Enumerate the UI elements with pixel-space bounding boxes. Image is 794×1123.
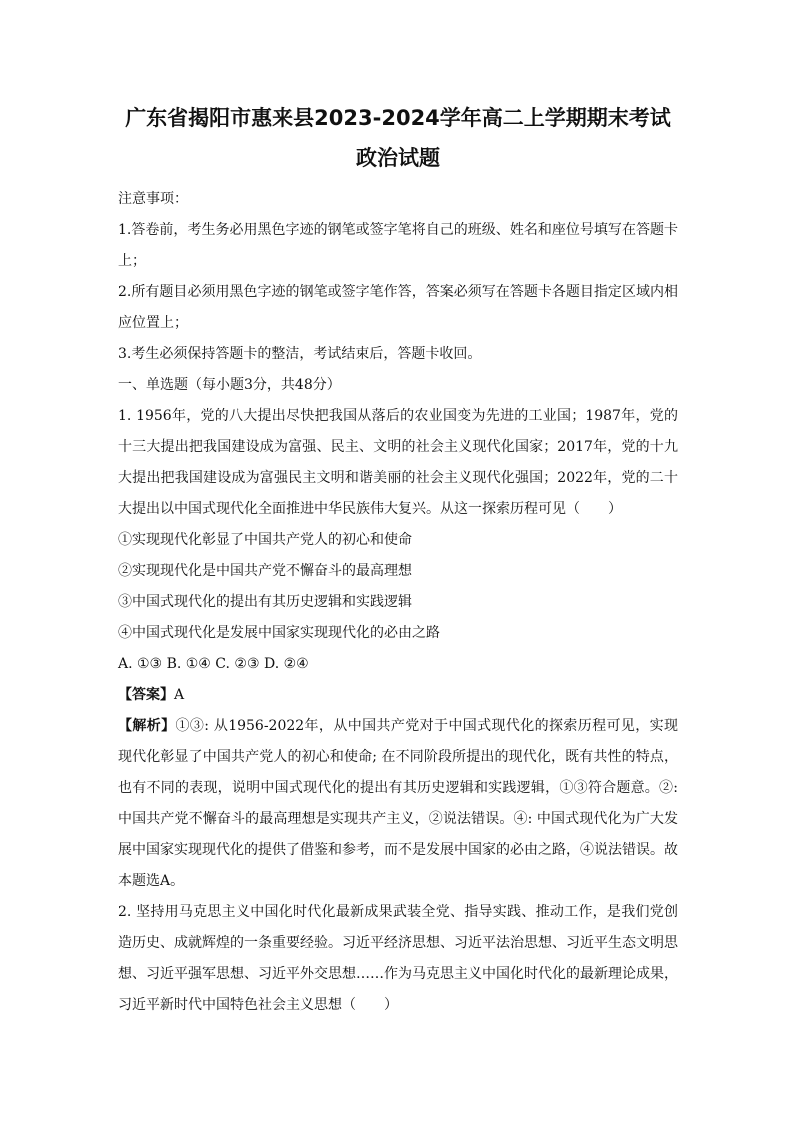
- question-2-stem: 2. 坚持用马克思主义中国化时代化最新成果武装全党、指导实践、推动工作，是我们党创造历史、成就辉煌的一条重要经验。习近平经济思想、习近平法治思想、习近平生态文明思想、习近平强军思想、习近平外交思想……作为马克思主义中国化时代化的最新理论成果，习近平新时代中国特色社会主义思想（ ）: [118, 904, 678, 1013]
- question-1-analysis: [118, 711, 678, 897]
- question-1-item-2: ②实现现代化是中国共产党不懈奋斗的最高理想: [118, 563, 412, 579]
- question-1-options: A. ①③ B. ①④ C. ②③ D. ②④: [118, 656, 309, 672]
- notice-item-3: 3.考生必须保持答题卡的整洁，考试结束后，答题卡收回。: [118, 346, 482, 362]
- question-1-item-1: ①实现现代化彰显了中国共产党人的初心和使命: [118, 532, 412, 548]
- analysis-text: ①③: 从1956-2022年，从中国共产党对于中国式现代化的探索历程可见，实现现代化彰显了中国共产党人的初心和使命; 在不同阶段所提出的现代化，既有共性的特点，也有不同的表现，说明中国式现代化的提出有其历史逻辑和实践逻辑，①③符合题意。②: 中国共产党不懈奋斗的最高理想是实现共产主义，②说法错误。④: 中国式现代化为广大发展中国家实现现代化的提供了借鉴和参考，而不是发展中国家的必由之路，④说法错误。故本题选A。: [118, 718, 679, 889]
- document-content: [118, 98, 678, 1021]
- analysis-tag: 【解析】: [118, 718, 176, 734]
- section-heading: 一、单选题（每小题3分，共48分）: [118, 377, 341, 393]
- question-1-answer: [118, 680, 678, 711]
- notice-item-1: 1.答卷前，考生务必用黑色字迹的钢笔或签字笔将自己的班级、姓名和座位号填写在答题卡上；: [118, 222, 678, 269]
- question-1-item-4: ④中国式现代化是发展中国家实现现代化的必由之路: [118, 625, 440, 641]
- question-1-item-3: ③中国式现代化的提出有其历史逻辑和实践逻辑: [118, 594, 412, 610]
- document-title: 广东省揭阳市惠来县2023-2024学年高二上学期期末考试: [125, 106, 671, 130]
- notice-heading: 注意事项：: [118, 191, 188, 207]
- notice-item-2: 2.所有题目必须用黑色字迹的钢笔或签字笔作答，答案必须写在答题卡各题目指定区域内相应位置上；: [118, 284, 678, 331]
- question-1-stem: 1. 1956年，党的八大提出尽快把我国从落后的农业国变为先进的工业国；1987年，党的十三大提出把我国建设成为富强、民主、文明的社会主义现代化国家；2017年，党的十九大提出把我国建设成为富强民主文明和谐美丽的社会主义现代化强国；2022年，党的二十大提出以中国式现代化全面推进中华民族伟大复兴。从这一探索历程可见（ ）: [118, 408, 678, 517]
- document-subtitle: 政治试题: [356, 146, 440, 170]
- answer-value: A: [174, 687, 185, 703]
- answer-tag: 【答案】: [118, 687, 174, 703]
